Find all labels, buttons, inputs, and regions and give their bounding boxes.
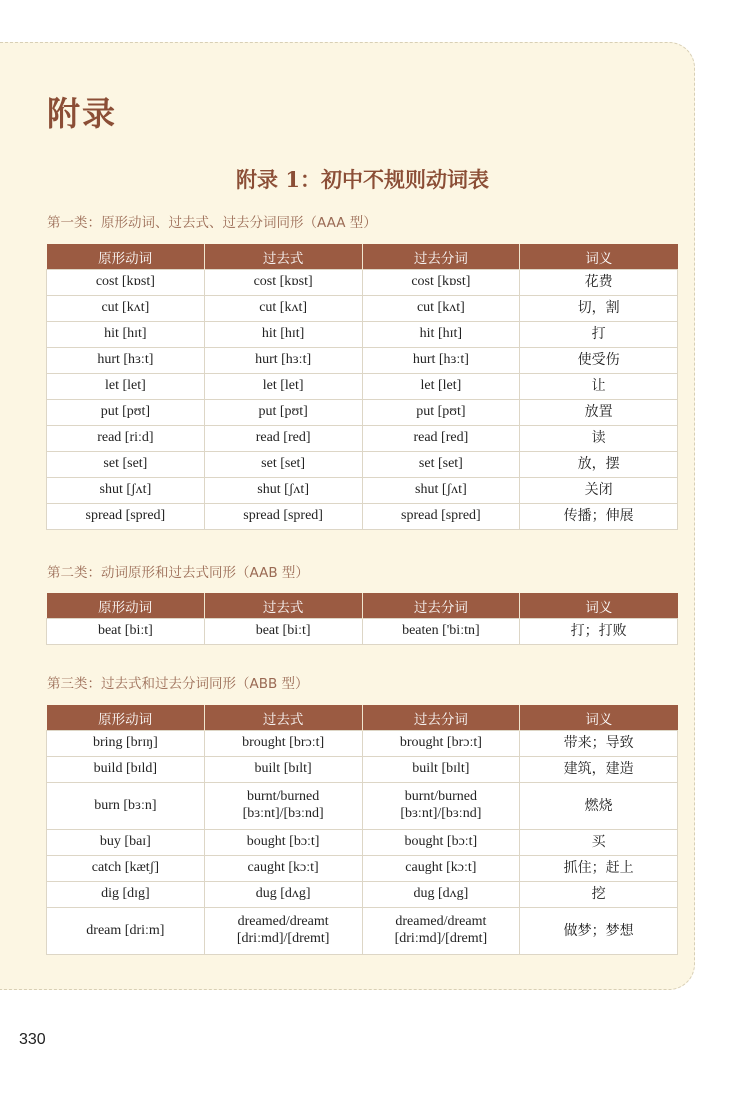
table-row	[47, 322, 678, 348]
cell-past-participle: dug [dʌg]	[362, 882, 520, 908]
cell-past-tense: brought [brɔːt]	[204, 731, 362, 757]
table-row	[47, 757, 678, 783]
cell-past-participle: hurt [hɜːt]	[362, 348, 520, 374]
cell-past-participle: let [let]	[362, 374, 520, 400]
cell-past-participle: caught [kɔːt]	[362, 856, 520, 882]
cell-base-form: dream [driːm]	[47, 908, 205, 955]
table-row	[47, 426, 678, 452]
cell-past-tense: shut [ʃʌt]	[204, 478, 362, 504]
header-past-tense: 过去式	[204, 593, 362, 619]
table-row	[47, 856, 678, 882]
table-row	[47, 882, 678, 908]
header-base-form: 原形动词	[47, 244, 205, 270]
cell-meaning: 让	[520, 374, 678, 400]
table-row	[47, 296, 678, 322]
cell-meaning: 做梦；梦想	[520, 908, 678, 955]
cell-base-form: catch [kætʃ]	[47, 856, 205, 882]
table-header-row	[47, 244, 678, 270]
cell-base-form: burn [bɜːn]	[47, 783, 205, 830]
cell-past-tense: cut [kʌt]	[204, 296, 362, 322]
section-label-abb: 第三类：过去式和过去分词同形（ABB 型）	[47, 676, 309, 692]
cell-past-tense: let [let]	[204, 374, 362, 400]
header-meaning: 词义	[520, 244, 678, 270]
cell-meaning: 打；打败	[520, 619, 678, 645]
table-header-row	[47, 593, 678, 619]
cell-base-form: build [bɪld]	[47, 757, 205, 783]
cell-past-tense: put [pʊt]	[204, 400, 362, 426]
cell-past-tense: cost [kɒst]	[204, 270, 362, 296]
table-row	[47, 619, 678, 645]
verb-table-aaa	[46, 244, 678, 530]
table-row	[47, 348, 678, 374]
cell-base-form: hit [hɪt]	[47, 322, 205, 348]
cell-meaning: 燃烧	[520, 783, 678, 830]
page-number: 330	[19, 1031, 46, 1048]
table-body-abb	[47, 731, 678, 955]
table-row	[47, 400, 678, 426]
header-base-form: 原形动词	[47, 705, 205, 731]
cell-meaning: 带来；导致	[520, 731, 678, 757]
cell-past-tense: dug [dʌg]	[204, 882, 362, 908]
cell-base-form: cut [kʌt]	[47, 296, 205, 322]
header-base-form: 原形动词	[47, 593, 205, 619]
cell-past-participle: dreamed/dreamt [driːmd]/[dremt]	[362, 908, 520, 955]
cell-base-form: cost [kɒst]	[47, 270, 205, 296]
table-body-aaa	[47, 270, 678, 530]
header-past-tense: 过去式	[204, 244, 362, 270]
table-header-row	[47, 705, 678, 731]
section-label-aab: 第二类：动词原形和过去式同形（AAB 型）	[47, 565, 309, 581]
cell-base-form: hurt [hɜːt]	[47, 348, 205, 374]
cell-past-participle: brought [brɔːt]	[362, 731, 520, 757]
cell-base-form: read [riːd]	[47, 426, 205, 452]
cell-meaning: 使受伤	[520, 348, 678, 374]
cell-meaning: 传播；伸展	[520, 504, 678, 530]
cell-past-participle: bought [bɔːt]	[362, 830, 520, 856]
cell-past-participle: beaten ['biːtn]	[362, 619, 520, 645]
cell-past-tense: hurt [hɜːt]	[204, 348, 362, 374]
cell-base-form: beat [biːt]	[47, 619, 205, 645]
table-row	[47, 374, 678, 400]
cell-past-participle: shut [ʃʌt]	[362, 478, 520, 504]
header-past-participle: 过去分词	[362, 593, 520, 619]
cell-past-tense: read [red]	[204, 426, 362, 452]
cell-base-form: put [pʊt]	[47, 400, 205, 426]
verb-table-abb	[46, 705, 678, 955]
cell-meaning: 切，割	[520, 296, 678, 322]
cell-past-participle: built [bɪlt]	[362, 757, 520, 783]
page-title: 附录	[47, 94, 117, 133]
cell-past-tense: caught [kɔːt]	[204, 856, 362, 882]
table-row	[47, 478, 678, 504]
table-row	[47, 783, 678, 830]
cell-past-tense: bought [bɔːt]	[204, 830, 362, 856]
cell-past-participle: cut [kʌt]	[362, 296, 520, 322]
cell-past-participle: hit [hɪt]	[362, 322, 520, 348]
cell-meaning: 关闭	[520, 478, 678, 504]
table-row	[47, 504, 678, 530]
cell-past-tense: hit [hɪt]	[204, 322, 362, 348]
cell-base-form: set [set]	[47, 452, 205, 478]
cell-base-form: bring [brɪŋ]	[47, 731, 205, 757]
cell-past-tense: built [bɪlt]	[204, 757, 362, 783]
appendix-subtitle: 附录 1：初中不规则动词表	[236, 167, 489, 192]
section-label-aaa: 第一类：原形动词、过去式、过去分词同形（AAA 型）	[47, 215, 377, 231]
table-row	[47, 830, 678, 856]
cell-past-tense: dreamed/dreamt [driːmd]/[dremt]	[204, 908, 362, 955]
header-past-participle: 过去分词	[362, 244, 520, 270]
cell-past-tense: burnt/burned [bɜːnt]/[bɜːnd]	[204, 783, 362, 830]
cell-meaning: 挖	[520, 882, 678, 908]
cell-base-form: shut [ʃʌt]	[47, 478, 205, 504]
cell-meaning: 放置	[520, 400, 678, 426]
cell-base-form: dig [dɪg]	[47, 882, 205, 908]
cell-meaning: 建筑，建造	[520, 757, 678, 783]
cell-base-form: let [let]	[47, 374, 205, 400]
cell-meaning: 读	[520, 426, 678, 452]
table-row	[47, 270, 678, 296]
table-row	[47, 731, 678, 757]
cell-past-tense: spread [spred]	[204, 504, 362, 530]
verb-table-aab	[46, 593, 678, 645]
cell-past-tense: set [set]	[204, 452, 362, 478]
header-meaning: 词义	[520, 593, 678, 619]
cell-meaning: 抓住；赶上	[520, 856, 678, 882]
cell-meaning: 打	[520, 322, 678, 348]
table-row	[47, 908, 678, 955]
cell-past-participle: set [set]	[362, 452, 520, 478]
header-past-participle: 过去分词	[362, 705, 520, 731]
cell-past-participle: put [pʊt]	[362, 400, 520, 426]
cell-past-participle: cost [kɒst]	[362, 270, 520, 296]
cell-past-participle: burnt/burned [bɜːnt]/[bɜːnd]	[362, 783, 520, 830]
cell-past-participle: read [red]	[362, 426, 520, 452]
cell-base-form: spread [spred]	[47, 504, 205, 530]
header-meaning: 词义	[520, 705, 678, 731]
table-body-aab	[47, 619, 678, 645]
cell-meaning: 放，摆	[520, 452, 678, 478]
header-past-tense: 过去式	[204, 705, 362, 731]
cell-meaning: 花费	[520, 270, 678, 296]
table-row	[47, 452, 678, 478]
cell-base-form: buy [baɪ]	[47, 830, 205, 856]
cell-past-tense: beat [biːt]	[204, 619, 362, 645]
cell-past-participle: spread [spred]	[362, 504, 520, 530]
cell-meaning: 买	[520, 830, 678, 856]
